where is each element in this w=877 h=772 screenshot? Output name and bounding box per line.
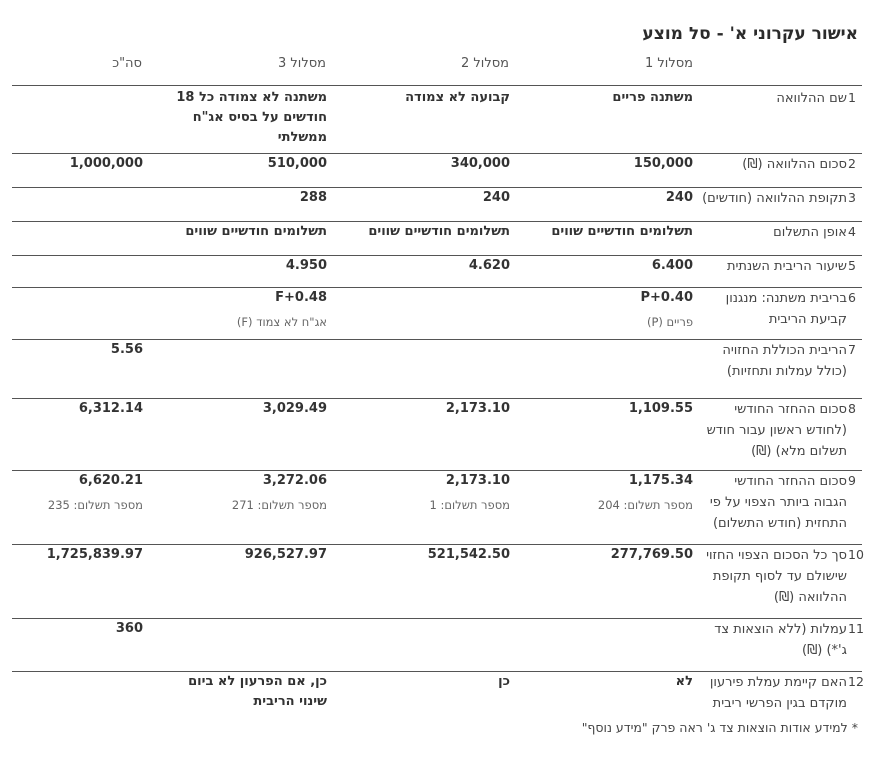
cell-c3: משתנה לא צמודה כל 18 חודשים על בסיס אג"ח ממשלתי: [176, 90, 327, 145]
cell-c1-sub: מספר תשלום: 204: [597, 498, 693, 512]
row-number: 4: [848, 224, 856, 239]
page-title: אישור עקרוני א' - סל מוצע: [642, 24, 858, 44]
cell-c3: כן, אם הפרעון לא ביום שינוי הריבית: [188, 674, 327, 709]
row-label: סכום ההחזר החודשי הגבוה ביותר הצפוי על פי התחזית (חודש התשלום): [709, 474, 847, 531]
cell-c2: 240: [482, 190, 510, 205]
cell-c2: 2,173.10: [445, 401, 510, 416]
cell-c2: 340,000: [450, 156, 510, 171]
cell-c2: קבועה לא צמודה: [405, 90, 510, 105]
row-number: 2: [848, 156, 856, 171]
cell-c1: 1,175.34: [628, 473, 693, 488]
row-label: סך כל הסכום הצפוי החזוי שישולם עד לסוף תקופת ההלוואה (₪): [706, 548, 847, 605]
cell-c1: תשלומים חודשיים שווים: [551, 224, 693, 239]
cell-c1: 277,769.50: [610, 547, 693, 562]
row-number: 3: [848, 190, 856, 205]
cell-total: 1,725,839.97: [46, 547, 143, 562]
row-number: 9: [848, 473, 856, 488]
cell-c3: 3,029.49: [262, 401, 327, 416]
cell-c1: לא: [675, 674, 693, 689]
cell-c2: כן: [498, 674, 510, 689]
cell-c2: תשלומים חודשיים שווים: [368, 224, 510, 239]
cell-total: 5.56: [110, 342, 143, 357]
row-number: 7: [848, 342, 856, 357]
cell-total: 6,312.14: [78, 401, 143, 416]
row-label: בריבית משתנה: מנגנון קביעת הריבית: [725, 291, 847, 327]
col-header-3: מסלול 3: [278, 56, 326, 71]
cell-c1: 240: [665, 190, 693, 205]
cell-c3: 3,272.06: [262, 473, 327, 488]
row-number: 10: [848, 547, 864, 562]
row-label: שיעור הריבית השנתית: [726, 259, 847, 274]
header-divider: [12, 85, 862, 86]
cell-c1: 150,000: [633, 156, 693, 171]
cell-c2: 4.620: [468, 258, 510, 273]
cell-total-sub: מספר תשלום: 235: [47, 498, 143, 512]
row-number: 5: [848, 258, 856, 273]
row-number: 8: [848, 401, 856, 416]
row-label: הריבית הכוללת החזויה (כולל עמלות ותחזיות): [722, 343, 847, 379]
cell-c3-sub: מספר תשלום: 271: [231, 498, 327, 512]
row-label: סכום ההלוואה (₪): [742, 157, 847, 172]
cell-c3: 288: [299, 190, 327, 205]
row-label: סכום ההחזר החודשי (לחודש ראשון עבור חודש תשלום מלא) (₪): [706, 402, 847, 459]
row-label: שם ההלוואה: [776, 91, 847, 106]
cell-total: 1,000,000: [69, 156, 143, 171]
cell-c3-sub: אג"ח לא צמוד (F): [236, 315, 327, 329]
cell-c2: 2,173.10: [445, 473, 510, 488]
footnote: * למידע אודות הוצאות צד ג' ראה פרק "מידע נוסף": [581, 720, 858, 735]
cell-total: 360: [115, 621, 143, 636]
cell-total: 6,620.21: [78, 473, 143, 488]
cell-c1: 1,109.55: [628, 401, 693, 416]
cell-c3: 4.950: [285, 258, 327, 273]
cell-c1: P+0.40: [640, 290, 693, 305]
col-header-2: מסלול 2: [461, 56, 509, 71]
col-header-total: סה"כ: [112, 56, 142, 71]
cell-c3: 926,527.97: [244, 547, 327, 562]
cell-c3: תשלומים חודשיים שווים: [185, 224, 327, 239]
row-number: 12: [848, 674, 864, 689]
col-header-1: מסלול 1: [645, 56, 693, 71]
row-label: אופן התשלום: [773, 225, 847, 240]
cell-c2-sub: מספר תשלום: 1: [429, 498, 510, 512]
row-number: 1: [848, 90, 856, 105]
cell-c1: משתנה פריים: [612, 90, 693, 105]
row-number: 11: [848, 621, 864, 636]
row-label: תקופת ההלוואה (חודשים): [702, 191, 847, 206]
cell-c2: 521,542.50: [427, 547, 510, 562]
cell-c1: 6.400: [651, 258, 693, 273]
row-number: 6: [848, 290, 856, 305]
row-label: עמלות (ללא הוצאות צד ג'*) (₪): [714, 622, 847, 658]
row-label: האם קיימת עמלת פירעון מוקדם בגין הפרשי ריבית: [709, 675, 847, 711]
cell-c3: 510,000: [267, 156, 327, 171]
cell-c1-sub: פריים (P): [646, 315, 693, 329]
cell-c3: F+0.48: [275, 290, 327, 305]
